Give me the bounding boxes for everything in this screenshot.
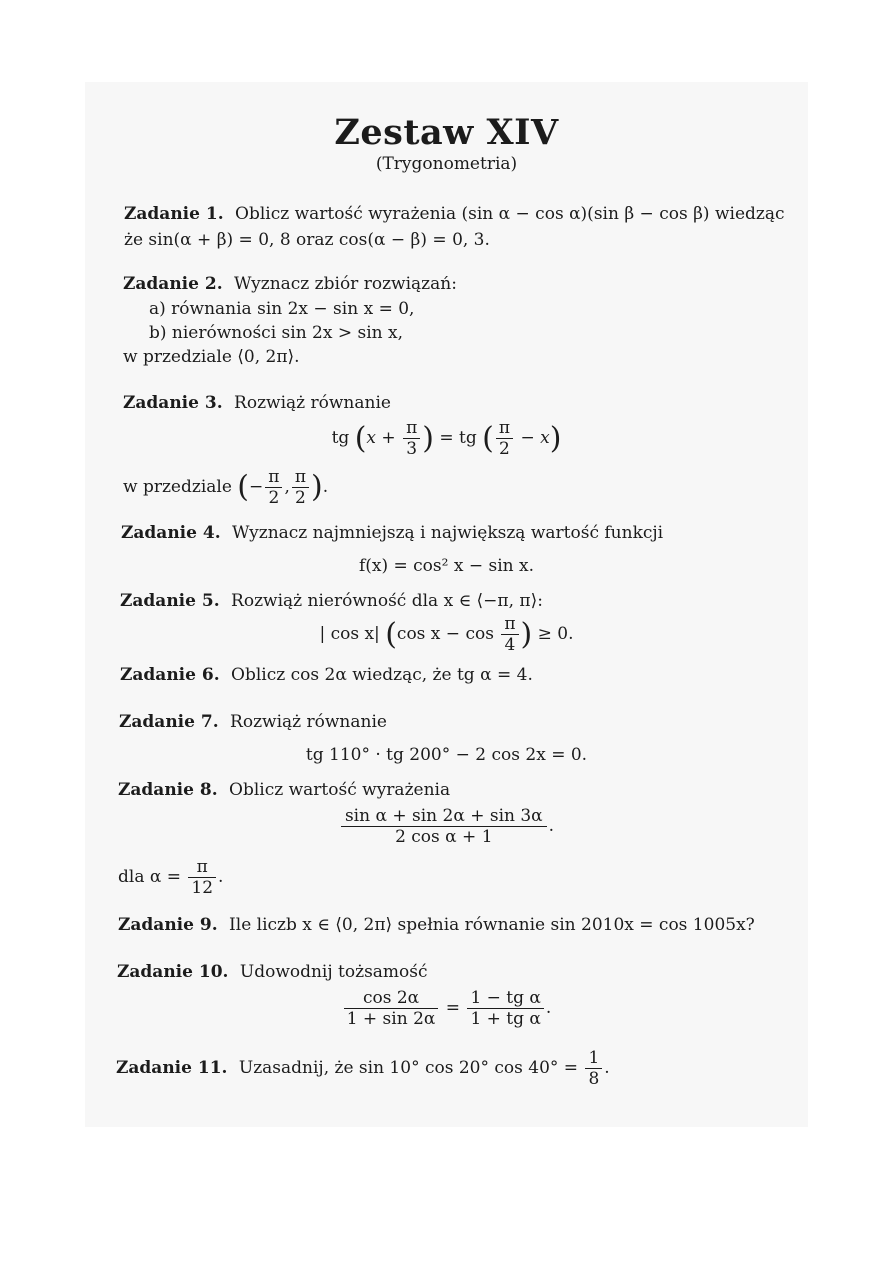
task-3 [123, 392, 391, 414]
fraction-denominator: 12 [191, 878, 214, 898]
range-end: . [322, 477, 329, 497]
task-2-range: w przedziale ⟨0, 2π⟩. [123, 347, 300, 367]
task-3-range [123, 467, 328, 508]
given-prefix: dla α = [118, 867, 181, 887]
fraction-denominator: 2 [268, 488, 280, 508]
eq-tg-left: tg [331, 428, 350, 448]
fraction-numerator: π [496, 418, 513, 439]
task-4-formula: f(x) = cos² x − sin x. [358, 556, 535, 576]
fraction-denominator: 2 [295, 488, 306, 508]
paren-open: ( [354, 421, 367, 456]
fraction-numerator: 1 [585, 1048, 602, 1069]
formula-tail: ≥ 0. [537, 624, 574, 644]
page-title: Zestaw XIV [334, 112, 559, 153]
expression-fraction [341, 806, 547, 847]
task-3-text: Rozwiąż równanie [234, 393, 391, 413]
fraction-pi-over-4 [501, 614, 518, 655]
task-2-item-b: b) nierówności sin 2x > sin x, [149, 323, 404, 343]
task-7-formula: tg 110° · tg 200° − 2 cos 2x = 0. [305, 745, 588, 765]
task-5-text: Rozwiąż nierówność dla x ∈ ⟨−π, π⟩: [231, 591, 543, 611]
task-11-label: Zadanie 11. [116, 1058, 228, 1078]
range-minus: − [249, 477, 264, 497]
task-10-label: Zadanie 10. [117, 962, 229, 982]
task-3-equation [0, 418, 893, 459]
paren-open: ( [237, 469, 250, 505]
fraction-pi-over-2 [292, 467, 309, 508]
formula-inner: cos x − cos [396, 624, 494, 644]
fraction-denominator: 8 [588, 1069, 600, 1089]
fraction-pi-over-3 [403, 418, 420, 459]
task-5-formula [0, 614, 893, 655]
fraction-denominator: 1 + tg α [470, 1009, 541, 1029]
task-1 [124, 203, 785, 225]
task-1-line2: że sin(α + β) = 0, 8 oraz cos(α − β) = 0, 3. [124, 230, 490, 250]
fraction-denominator: 4 [504, 635, 516, 655]
fraction-denominator: 2 cos α + 1 [395, 827, 493, 847]
task-4-text: Wyznacz najmniejszą i największą wartość funkcji [232, 523, 664, 543]
paren-close: ) [520, 617, 533, 652]
task-10 [117, 961, 428, 983]
fraction-numerator: π [265, 467, 282, 488]
fraction-numerator: cos 2α [344, 988, 439, 1009]
task-8-label: Zadanie 8. [118, 780, 218, 800]
task-2-text: Wyznacz zbiór rozwiązań: [234, 274, 457, 294]
fraction-numerator: sin α + sin 2α + sin 3α [341, 806, 547, 827]
expression-dot: . [548, 816, 555, 836]
lhs-fraction [344, 988, 439, 1029]
rhs-fraction [467, 988, 543, 1029]
task-8-given [118, 857, 223, 898]
paren-open: ( [482, 421, 494, 456]
task-7 [119, 711, 387, 733]
task-10-identity [0, 988, 893, 1029]
task-1-text-line1: Oblicz wartość wyrażenia (sin α − cos α)(sin β − cos β) wiedząc [235, 204, 785, 224]
fraction-denominator: 2 [499, 439, 510, 459]
task-1-label: Zadanie 1. [124, 204, 224, 224]
eq-mid: = tg [439, 428, 477, 448]
task-4-label: Zadanie 4. [121, 523, 221, 543]
task-10-text: Udowodnij tożsamość [239, 962, 428, 982]
task-7-label: Zadanie 7. [119, 712, 219, 732]
given-dot: . [218, 867, 224, 887]
fraction-numerator: π [188, 857, 216, 878]
fraction-numerator: π [403, 418, 420, 439]
fraction-denominator: 1 + sin 2α [346, 1009, 436, 1029]
task-9 [118, 914, 755, 936]
fraction-pi-over-2 [496, 418, 513, 459]
task-8-text: Oblicz wartość wyrażenia [229, 780, 451, 800]
task-11 [116, 1044, 610, 1092]
paren-close: ) [311, 469, 323, 505]
task-8-expression [0, 806, 893, 847]
eq-right-tail: − x [520, 428, 550, 448]
paren-close: ) [422, 421, 434, 456]
range-prefix: w przedziale [123, 477, 232, 497]
fraction-pi-over-12 [188, 857, 216, 898]
eq-left-inner: x + [366, 428, 396, 448]
task-8 [118, 779, 450, 801]
fraction-numerator: 1 − tg α [467, 988, 543, 1009]
range-comma: , [284, 477, 290, 497]
identity-dot: . [545, 998, 552, 1018]
task-6-text: Oblicz cos 2α wiedząc, że tg α = 4. [231, 665, 533, 685]
fraction-numerator: π [501, 614, 518, 635]
paren-close: ) [549, 421, 562, 456]
equals-sign: = [445, 998, 461, 1018]
fraction-pi-over-2 [265, 467, 282, 508]
fraction-denominator: 3 [406, 439, 418, 459]
fraction-one-eighth [585, 1048, 602, 1089]
task-2-label: Zadanie 2. [123, 274, 223, 294]
task-6 [120, 664, 533, 686]
fraction-numerator: π [292, 467, 309, 488]
task-9-label: Zadanie 9. [118, 915, 218, 935]
task-5 [120, 590, 543, 612]
task-6-label: Zadanie 6. [120, 665, 220, 685]
task-5-label: Zadanie 5. [120, 591, 220, 611]
task-11-dot: . [604, 1058, 610, 1078]
page-subtitle: (Trygonometria) [375, 154, 518, 174]
formula-prefix: | cos x| [319, 624, 380, 644]
task-3-label: Zadanie 3. [123, 393, 223, 413]
task-11-text: Uzasadnij, że sin 10° cos 20° cos 40° = [238, 1058, 579, 1078]
task-2-item-a: a) równania sin 2x − sin x = 0, [149, 299, 415, 319]
task-7-text: Rozwiąż równanie [230, 712, 387, 732]
task-2 [123, 273, 457, 295]
paren-open: ( [385, 617, 397, 652]
task-9-text: Ile liczb x ∈ ⟨0, 2π⟩ spełnia równanie sin 2010x = cos 1005x? [229, 915, 755, 935]
task-4 [121, 522, 663, 544]
